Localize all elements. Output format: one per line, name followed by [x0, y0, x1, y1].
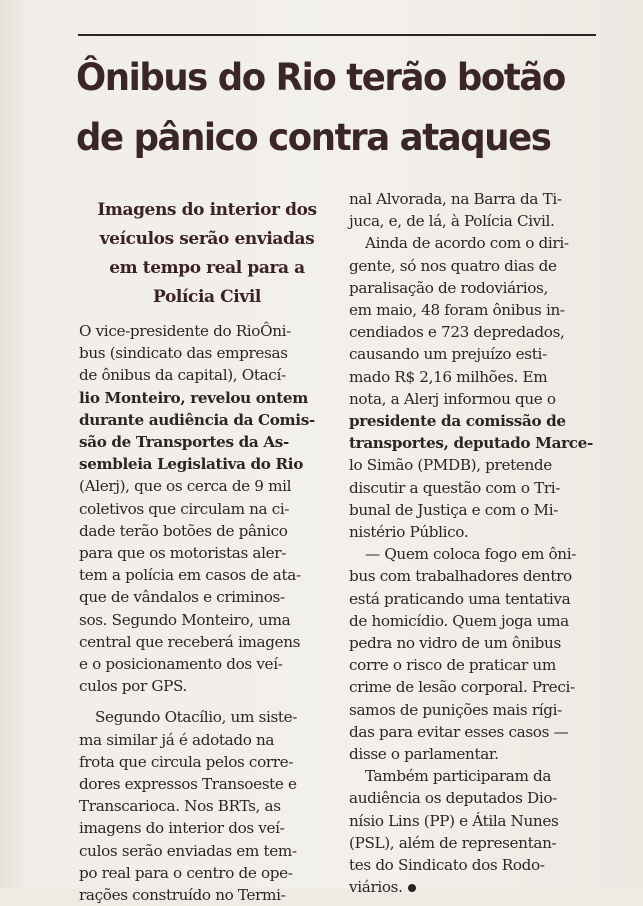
body-text-line: lio Monteiro, revelou ontem [79, 388, 308, 407]
body-text-line: bunal de Justiça e com o Mi- [349, 500, 558, 519]
body-text-line: dade terão botões de pânico [79, 521, 288, 540]
body-text-line: nal Alvorada, na Barra da Ti- [349, 190, 562, 208]
body-text-line: Ainda de acordo com o diri- [365, 234, 569, 253]
body-text-line: está praticando uma tentativa [349, 589, 571, 608]
body-text-line: disse o parlamentar. [349, 745, 499, 764]
body-text-line: presidente da comissão de [349, 412, 566, 431]
body-text-line: lo Simão (PMDB), pretende [349, 456, 552, 475]
headline-line: Ônibus do Rio terão botão [76, 56, 565, 99]
body-text-line: nísio Lins (PP) e Átila Nunes [349, 811, 559, 830]
body-text-line: frota que circula pelos corre- [79, 752, 294, 771]
body-text-line: culos serão enviadas em tem- [79, 841, 297, 860]
body-text-line: culos por GPS. [79, 677, 188, 696]
body-text-line: das para evitar esses casos — [349, 722, 569, 741]
body-text-line: tem a polícia em casos de ata- [79, 566, 301, 585]
headline-line: de pânico contra ataques [76, 116, 551, 159]
body-text-line: que de vândalos e criminos- [79, 588, 285, 607]
subheadline-line: em tempo real para a [109, 258, 305, 278]
body-text-line: de homicídio. Quem joga uma [349, 611, 569, 630]
body-text-line: pedra no vidro de um ônibus [349, 634, 561, 653]
body-text-line: audiência os deputados Dio- [349, 789, 557, 808]
body-text-line: cendiados e 723 depredados, [349, 323, 565, 342]
end-of-article-bullet-icon [408, 884, 416, 892]
body-text-line: (Alerj), que os cerca de 9 mil [79, 477, 292, 496]
body-text-line: mado R$ 2,16 milhões. Em [349, 367, 548, 386]
body-text-line: imagens do interior dos veí- [79, 819, 285, 838]
body-text-line: de ônibus da capital), Otací- [79, 366, 286, 385]
body-text-line: central que receberá imagens [79, 632, 301, 651]
body-text-line: para que os motoristas aler- [79, 544, 286, 563]
body-text-line: Também participaram da [365, 767, 552, 786]
body-text-line: nistério Público. [349, 523, 469, 542]
subheadline-line: Imagens do interior dos [97, 200, 317, 220]
body-text-line: são de Transportes da As- [79, 433, 289, 452]
body-text-line: nota, a Alerj informou que o [349, 389, 556, 408]
body-text-line: durante audiência da Comis- [79, 410, 315, 429]
body-text-line: sembleia Legislativa do Rio [79, 455, 303, 474]
body-text-line: rações construído no Termi- [79, 886, 286, 905]
body-text-line: viários. [349, 876, 599, 898]
article-column-left [79, 320, 337, 906]
body-text-line: em maio, 48 foram ônibus in- [349, 301, 565, 320]
body-text-line: Transcarioca. Nos BRTs, as [79, 797, 281, 816]
paragraph-gap [79, 697, 337, 706]
body-text-line: ma similar já é adotado na [79, 730, 275, 749]
body-text-line: bus com trabalhadores dentro [349, 567, 572, 586]
body-text-line: sos. Segundo Monteiro, uma [79, 610, 291, 629]
article-column-right [349, 188, 599, 899]
subheadline-line: Polícia Civil [153, 287, 261, 307]
body-text-line: transportes, deputado Marce- [349, 434, 593, 453]
top-rule [78, 34, 596, 36]
body-text-line: causando um prejuízo esti- [349, 345, 547, 364]
body-text-line: juca, e, de lá, à Polícia Civil. [349, 212, 555, 231]
body-text-line: e o posicionamento dos veí- [79, 655, 283, 674]
body-text-line: Segundo Otacílio, um siste- [95, 708, 298, 727]
body-text-line: po real para o centro de ope- [79, 863, 293, 882]
body-text-line: O vice-presidente do RioÔni- [79, 322, 291, 340]
body-text-line: coletivos que circulam na ci- [79, 499, 290, 518]
body-text-line: crime de lesão corporal. Preci- [349, 678, 575, 697]
body-text-line: bus (sindicato das empresas [79, 344, 288, 363]
body-text-line: paralisação de rodoviários, [349, 278, 548, 297]
body-text-line: discutir a questão com o Tri- [349, 478, 561, 497]
body-text-line: dores expressos Transoeste e [79, 775, 297, 794]
headline [76, 48, 594, 168]
body-text-line: (PSL), além de representan- [349, 833, 557, 852]
body-text-line: gente, só nos quatro dias de [349, 256, 557, 275]
body-text-line: tes do Sindicato dos Rodo- [349, 856, 545, 875]
body-text-line: — Quem coloca fogo em ôni- [365, 545, 576, 564]
body-text-line: corre o risco de praticar um [349, 656, 556, 675]
body-text-line: samos de punições mais rígi- [349, 700, 562, 719]
subheadline [82, 196, 332, 312]
subheadline-line: veículos serão enviadas [99, 229, 315, 249]
